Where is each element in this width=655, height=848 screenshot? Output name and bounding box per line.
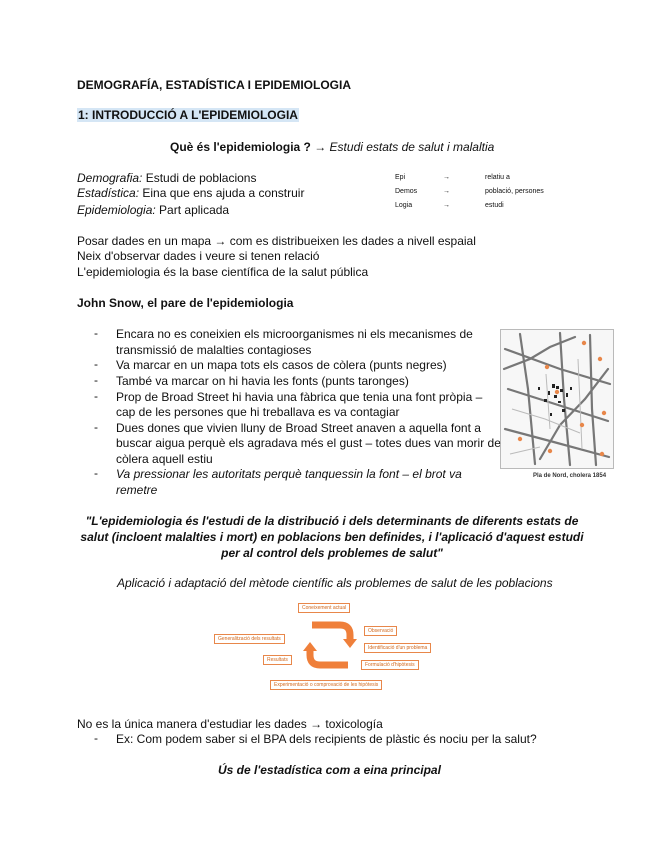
section-heading [77,107,299,123]
bullet-marker: - [94,357,98,371]
snow-bullet-line: buscar aigua perquè els agradava més el gust – totes dues van morir de [116,436,501,450]
definition-epidemiologia [77,202,229,218]
etymology-meaning: relatiu a [485,174,510,181]
toxicology-line: No es la única manera d'estudiar les dades → toxicología [77,717,383,731]
etymology-root: Logia [395,202,413,209]
definition-term: Demografia: [77,171,143,185]
etymology-meaning: població, persones [485,188,544,195]
cholera-map-svg [500,329,614,469]
document-title: DEMOGRAFÍA, ESTADÍSTICA I EPIDEMIOLOGIA [77,78,352,92]
definition-quote-line: per al control dels problemes de salut" [221,546,443,560]
etymology-arrow: → [443,174,450,181]
snow-bullet-line: remetre [116,483,158,497]
cycle-box-problema: Identificació d'un problema [364,643,431,653]
bullet-marker: - [94,466,98,480]
etymology-root: Demos [395,188,418,195]
snow-bullet-line: cap de les persones que hi treballava es va contagiar [116,405,400,419]
definition-term: Estadística: [77,186,140,200]
cycle-arrows-svg [300,617,360,673]
definition-desc: Estudi de poblacions [142,171,257,185]
cycle-box-top: Coneixement actual [298,603,350,613]
bullet-marker: - [94,373,98,387]
map-caption: Pla de Nord, cholera 1854 [533,473,607,479]
cycle-box-resultats: Resultats [263,655,292,665]
cycle-box-bottom: Experimentació o comprovació de les hipòtesis [270,680,382,690]
definition-estadistica [77,185,304,201]
definition-desc: Part aplicada [155,203,230,217]
snow-bullet-line: transmissió de malalties contagioses [116,343,312,357]
etymology-arrow: → [443,202,450,209]
etymology-meaning: estudi [485,202,504,209]
intro-line: L'epidemiologia és la base científica de la salut pública [77,265,369,279]
toxicology-bullet: Ex: Com podem saber si el BPA dels recipients de plàstic és nociu per la salut? [116,732,537,746]
bullet-marker: - [94,420,98,434]
cycle-arrows [300,617,360,673]
question-italic: Estudi estats de salut i malaltia [326,140,495,154]
etymology-arrow: → [443,188,450,195]
snow-bullet-line: També va marcar on hi havia les fonts (punts taronges) [116,374,409,388]
question-line [170,139,494,155]
snow-bullet-line: Va pressionar les autoritats perquè tanquessin la font – el brot va [116,467,462,481]
snow-bullet-line: Prop de Broad Street hi havia una fàbrica que tenia una font pròpia – [116,390,483,404]
snow-bullet-line: Dues dones que vivien lluny de Broad Street anaven a aquella font a [116,421,481,435]
intro-line: Posar dades en un mapa → com es distribueixen les dades a nivell espaial [77,234,476,248]
section-heading-text: 1: INTRODUCCIÓ A L'EPIDEMIOLOGIA [78,108,298,122]
cycle-box-generalitzacio: Generalització dels resultats [214,634,285,644]
snow-bullet-line: còlera aquell estiu [116,452,213,466]
definition-desc: Eina que ens ajuda a construir [139,186,305,200]
cycle-box-hipotesi: Formulació d'hipòtesis [361,660,419,670]
intro-line: Neix d'observar dades i veure si tenen relació [77,249,320,263]
definition-quote-line: salut (incloent malalties i mort) en poblacions ben definides, i l'aplicació d'aquest estudi [80,530,584,544]
definition-term: Epidemiologia: [77,203,156,217]
bullet-marker: - [94,389,98,403]
cholera-map [500,329,614,469]
method-caption: Aplicació i adaptació del mètode científic als problemes de salut de les poblacions [117,576,553,590]
snow-bullet-line: Encara no es coneixien els microorganismes ni els mecanismes de [116,327,473,341]
bullet-marker: - [94,731,98,745]
snow-bullet-line: Va marcar en un mapa tots els casos de còlera (punts negres) [116,358,447,372]
cycle-box-observacio: Observació [364,626,397,636]
question-bold: Què és l'epidemiologia ? → [170,140,327,154]
closing-heading: Ús de l'estadística com a eina principal [218,763,441,777]
snow-heading: John Snow, el pare de l'epidemiologia [77,296,294,310]
bullet-marker: - [94,326,98,340]
etymology-root: Epi [395,174,406,181]
definition-demografia [77,170,256,186]
definition-quote-line: "L'epidemiologia és l'estudi de la distribució i dels determinants de diferents estats de [85,514,579,528]
